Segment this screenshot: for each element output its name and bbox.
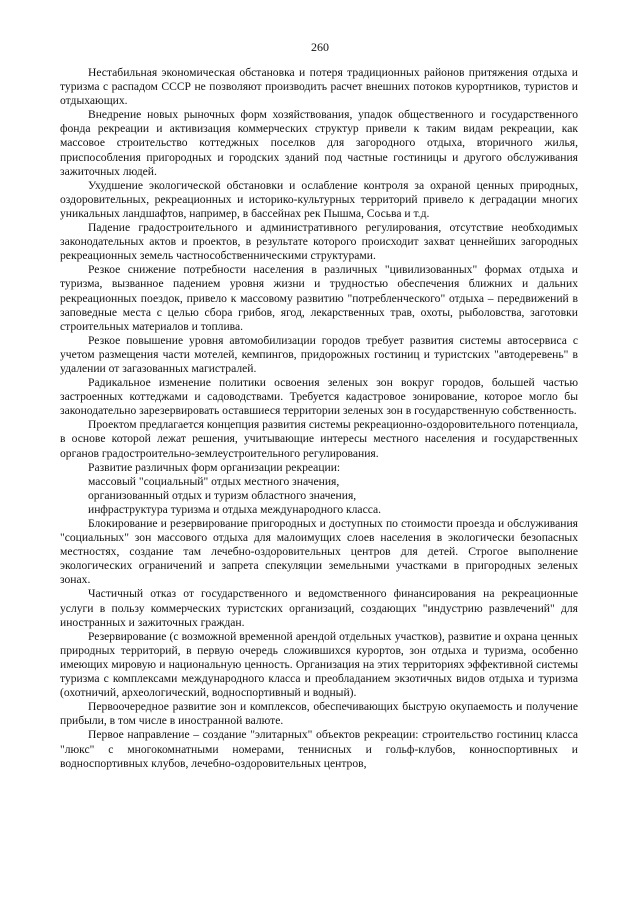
paragraph: Нестабильная экономическая обстановка и потеря традиционных районов притяжения отдыха и туризма с распадом СССР не позволяют производить расчет внешних потоков курортников, туристов и отдыхающих. [60, 66, 578, 108]
paragraph: Резкое снижение потребности населения в различных "цивилизованных" формах отдыха и туризма, вызванное падением уровня жизни и трудностью обеспечения ближних и дальних рекреационных поездок, привело к массовому развитию "потребленческого" отдыха – передвижений в заповедные места с целью сбора грибов, ягод, лекарственных трав, охоты, рыболовства, заготовки строительных материалов и топлива. [60, 263, 578, 333]
paragraph: Ухудшение экологической обстановки и ослабление контроля за охраной ценных природных, оздоровительных, рекреационных и историко-культурных территорий привело к деградации многих уникальных ландшафтов, например, в бассейнах рек Пышма, Сосьва и т.д. [60, 178, 578, 220]
paragraph: Частичный отказ от государственного и ведомственного финансирования на рекреационные услуги в пользу коммерческих туристских организаций, создающих "индустрию развлечений" для иностранных и зажиточных граждан. [60, 587, 578, 629]
paragraph: Резервирование (с возможной временной арендой отдельных участков), развитие и охрана ценных природных территорий, в первую очередь сложившихся курортов, зон отдыха и туризма, особенно имеющих мировую и национальную ценность. Организация на этих территориях эффективной системы туризма с комплексами международного класса и преобладанием экзотичных видов отдыха и туризма (охотничий, археологический, водноспортивный и водный). [60, 629, 578, 700]
list-item: организованный отдых и туризм областного значения, [88, 488, 357, 502]
paragraph: Резкое повышение уровня автомобилизации городов требует развития системы автосервиса с учетом размещения части мотелей, кемпингов, придорожных гостиниц и туристских "автодеревень" в удалении от загазованных магистралей. [60, 333, 578, 375]
paragraph: Блокирование и резервирование пригородных и доступных по стоимости проезда и обслуживания "социальных" зон массового отдыха для малоимущих слоев населения в экологически безопасных местностях, создание там лечебно-оздоровительных центров для детей. Строгое выполнение экологических ограничений и запрета спекуляции земельными участками в пригородных зеленых зонах. [60, 517, 578, 587]
paragraph: Проектом предлагается концепция развития системы рекреационно-оздоровительного потенциала, в основе которой лежат решения, учитывающие интересы местного населения и государственных органов градостроительно-землеустроительного регулирования. [60, 418, 579, 460]
paragraph: Падение градостроительного и административного регулирования, отсутствие необходимых законодательных актов и проектов, в результате которого происходит захват ценнейших загородных рекреационных земель частнособственническими структурами. [60, 221, 578, 263]
paragraph: Первое направление – создание "элитарных" объектов рекреации: строительство гостиниц класса "люкс" с многокомнатными номерами, теннисных и гольф-клубов, конноспортивных и водноспортивных клубов, лечебно-оздоровительных центров, [60, 728, 578, 770]
paragraph: Первоочередное развитие зон и комплексов, обеспечивающих быструю окупаемость и получение прибыли, в том числе в иностранной валюте. [60, 700, 578, 728]
paragraph: Развитие различных форм организации рекреации: [88, 460, 341, 474]
page-number: 260 [311, 40, 329, 54]
list-item: массовый "социальный" отдых местного значения, [88, 474, 340, 488]
paragraph: Внедрение новых рыночных форм хозяйствования, упадок общественного и государственного фонда рекреации и активизация коммерческих структур привели к таким видам рекреации, как массовое строительство коттеджных поселков для загородного отдыха, вторичного жилья, приспособления пригородных и городских зданий под частные гостиницы и другого обслуживания зажиточных людей. [60, 108, 578, 178]
document-body [60, 66, 578, 771]
list-item: инфраструктура туризма и отдыха международного класса. [88, 502, 382, 516]
paragraph: Радикальное изменение политики освоения зеленых зон вокруг городов, большей частью застроенных коттеджами и садоводствами. Требуется кадастровое зонирование, которое могло бы законодательно зарезервировать оставшиеся территории зеленых зон в государственную собственность. [60, 376, 578, 418]
